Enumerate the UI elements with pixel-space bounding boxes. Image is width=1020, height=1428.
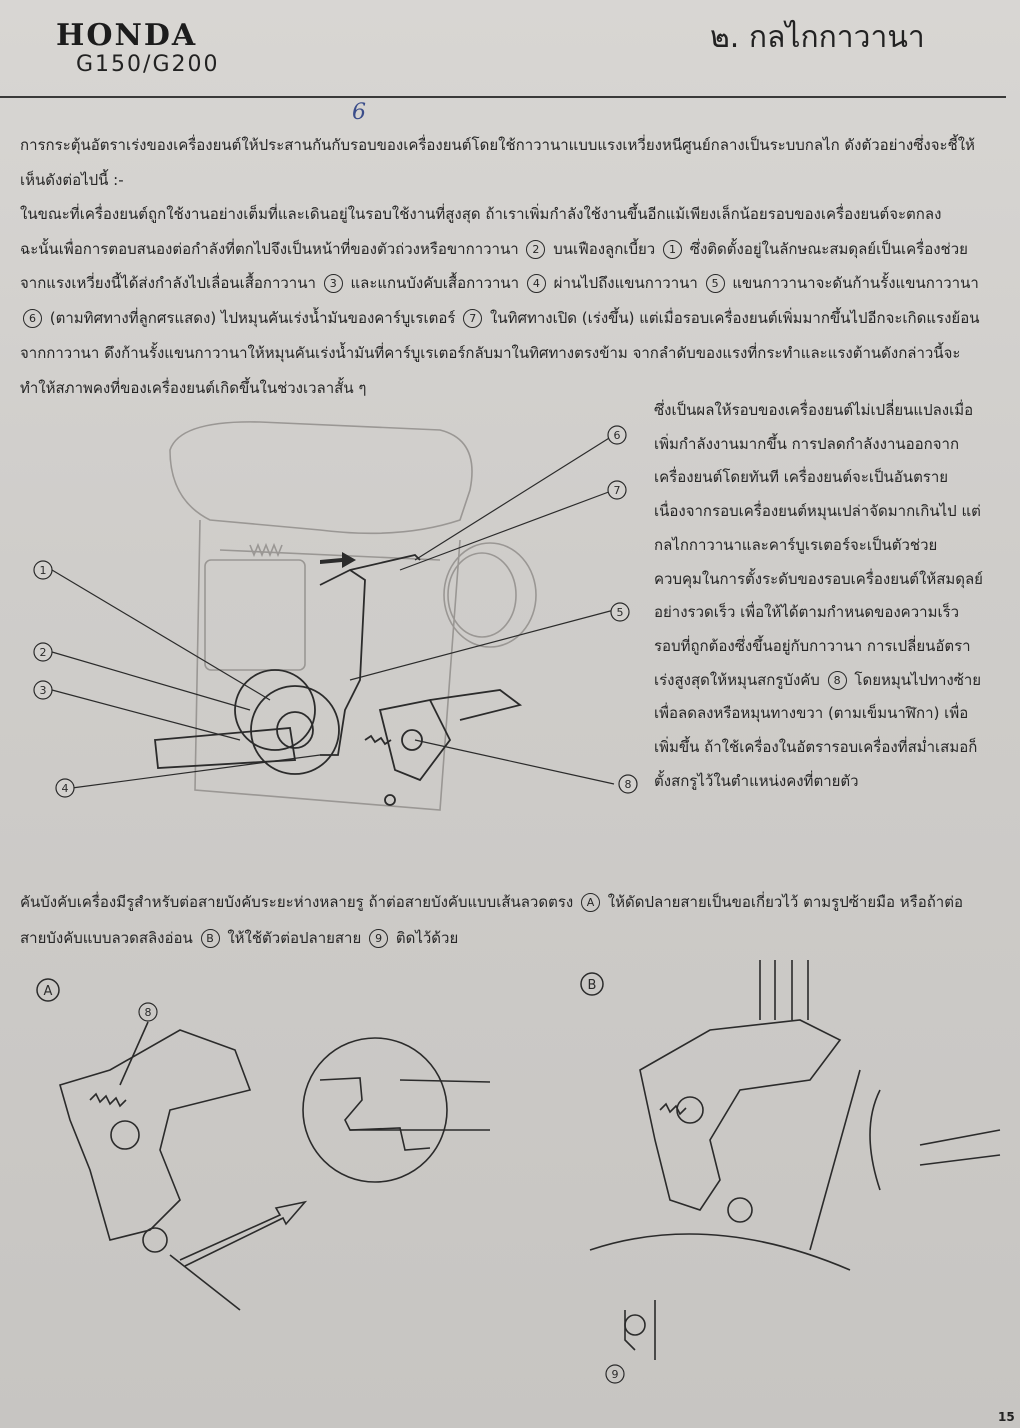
- brand-logo: HONDA: [56, 18, 198, 53]
- callout-marker: B: [201, 929, 220, 948]
- callout-marker: 3: [324, 274, 343, 293]
- text-segment: และแกนบังคับเสื้อกาวานา: [350, 274, 520, 293]
- text-segment: ซึ่งติดตั้งอยู่ในลักษณะสมดุลย์เป็นเครื่องช่วย จากแรงเหวี่ยงนี้ได้ส่งกำลังไปเลื่อนเสื้อกาวานา: [20, 239, 968, 293]
- text-segment: คันบังคับเครื่องมีรูสำหรับต่อสายบังคับระยะห่างหลายรู ถ้าต่อสายบังคับแบบเส้นลวดตรง: [20, 893, 574, 911]
- text-segment: ให้ใช้ตัวต่อปลายสาย: [227, 929, 362, 947]
- handwritten-note: 6: [352, 100, 366, 125]
- callout-marker: 1: [663, 240, 682, 259]
- engine-governor-diagram: [20, 410, 650, 850]
- section-title: ๒. กลไกกาวานา: [710, 20, 925, 55]
- text-segment: (ตามทิศทางที่ลูกศรแสดง) ไปหมุนคันเร่งน้ำมันของคาร์บูเรเตอร์: [49, 309, 456, 328]
- diagram-label: 8: [624, 778, 632, 791]
- figure-b-flexible-cable: [560, 960, 1010, 1400]
- figure-label: B: [587, 978, 597, 993]
- diagram-label: 2: [39, 646, 47, 659]
- diagram-label: 7: [613, 484, 621, 497]
- diagram-label: 8: [144, 1006, 152, 1019]
- text-segment: ติดไว้ด้วย: [395, 929, 459, 947]
- header-divider: [0, 96, 1006, 98]
- callout-marker: A: [581, 893, 600, 912]
- callout-marker: 2: [526, 240, 545, 259]
- text-segment: แขนกาวานาจะดันก้านรั้งแขนกาวานา: [732, 274, 979, 293]
- paragraph-mechanism: [20, 197, 980, 405]
- diagram-label: 5: [616, 606, 624, 619]
- text-segment: ในขณะที่เครื่องยนต์ถูกใช้งานอย่างเต็มที่และเดินอยู่ในรอบใช้งานที่สูงสุด ถ้าเราเพิ่มกำลังใช้งานขึ้นอีกแม้เพียงเล็กน้อยรอบของเครื่องยนต์จะตกลง ฉะนั้นเพื่อการตอบสนองต่อกำลังที่ตกไปจึงเป็นหน้าที่ของตัวถ่วงหรือขากาวานา: [20, 205, 942, 258]
- diagram-label: 6: [613, 429, 621, 442]
- callout-marker: 7: [463, 309, 482, 328]
- text-segment: ในทิศทางเปิด (เร่งขึ้น) แต่เมื่อรอบเครื่องยนต์เพิ่มมากขึ้นไปอีกจะเกิดแรงย้อนจากกาวานา ดึงก้านรั้งแขนกาวานาให้หมุนคันเร่งน้ำมันที่คาร์บูเรเตอร์กลับมาในทิศทางตรงข้าม จากลำดับของแรงที่กระทำและแรงต้านดังกล่าวนี้จะทำให้สภาพคงที่ของเครื่องยนต์เกิดขึ้นในช่วงเวลาสั้น ๆ: [20, 309, 980, 397]
- diagram-label: 4: [61, 782, 69, 795]
- model-label: G150/G200: [76, 52, 220, 77]
- figure-a-straight-wire: [20, 970, 540, 1330]
- diagram-label: 9: [611, 1368, 619, 1381]
- text-segment: โดยหมุนไปทางซ้ายเพื่อลดลงหรือหมุนทางขวา (ตามเข็มนาฬิกา) เพื่อเพิ่มขึ้น ถ้าใช้เครื่องในอัตรารอบเครื่องที่สม่ำเสมอก็ตั้งสกรูไว้ในตำแหน่งคงที่ตายตัว: [654, 670, 982, 790]
- text-segment: ซึ่งเป็นผลให้รอบของเครื่องยนต์ไม่เปลี่ยนแปลงเมื่อเพิ่มกำลังงานมากขึ้น การปลดกำลังงานออกจากเครื่องยนต์โดยทันที เครื่องยนต์จะเป็นอันตราย เนื่องจากรอบเครื่องยนต์หมุนเปล่าจัดมากเกินไป แต่กลไกกาวานาและคาร์บูเรเตอร์จะเป็นตัวช่วยควบคุมในการตั้งระดับของรอบเครื่องยนต์ให้สมดุลย์อย่างรวดเร็ว เพื่อให้ได้ตามกำหนดของความเร็วรอบที่ถูกต้องซึ่งขึ้นอยู่กับกาวานา การเปลี่ยนอัตราเร่งสูงสุดให้หมุนสกรูบังคับ: [654, 401, 983, 689]
- text-segment: บนเฟืองลูกเบี้ยว: [553, 239, 656, 258]
- text-segment: ผ่านไปถึงแขนกาวานา: [553, 274, 698, 293]
- callout-marker: 8: [828, 671, 847, 690]
- paragraph-side: [654, 394, 984, 798]
- text-segment: ให้ดัดปลายสายเป็นขอเกี่ยวไว้ ตามรูปซ้ายมือ หรือถ้าต่อสายบังคับแบบลวดสลิงอ่อน: [20, 893, 963, 947]
- figure-label: A: [43, 984, 53, 999]
- callout-marker: 6: [23, 309, 42, 328]
- page-number: 15: [998, 1410, 1015, 1424]
- callout-marker: 4: [527, 274, 546, 293]
- diagram-label: 3: [39, 684, 47, 697]
- callout-marker: 5: [706, 274, 725, 293]
- paragraph-intro: การกระตุ้นอัตราเร่งของเครื่องยนต์ให้ประสานกันกับรอบของเครื่องยนต์โดยใช้กาวานาแบบแรงเหวี่ยงหนีศูนย์กลางเป็นระบบกลไก ดังตัวอย่างซึ่งจะชี้ให้เห็นดังต่อไปนี้ :-: [20, 136, 975, 189]
- callout-marker: 9: [369, 929, 388, 948]
- paragraph-cable: [20, 884, 980, 956]
- diagram-label: 1: [39, 564, 47, 577]
